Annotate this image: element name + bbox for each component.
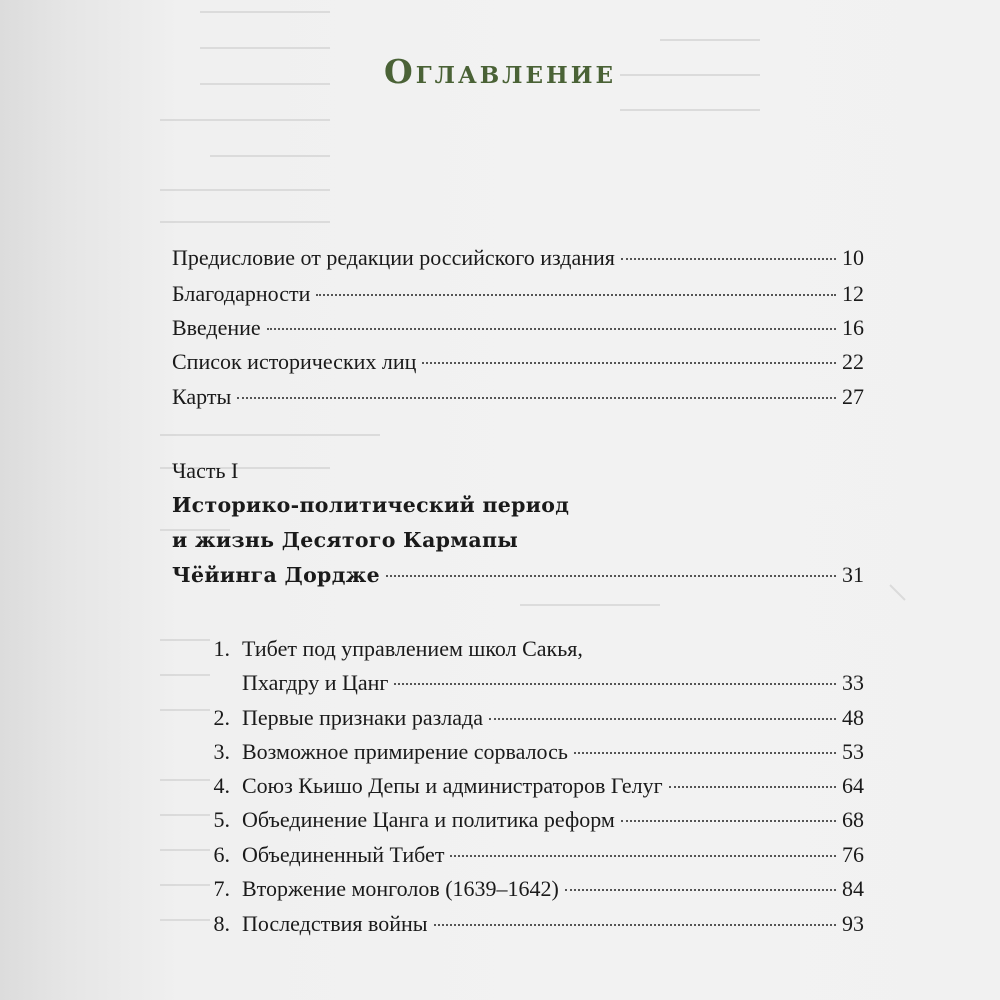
toc-entry-title: Список исторических лиц bbox=[172, 349, 417, 374]
dot-leader bbox=[450, 855, 836, 857]
toc-entry-page: 10 bbox=[842, 245, 864, 270]
dot-leader bbox=[237, 397, 836, 399]
dot-leader bbox=[574, 752, 836, 754]
dot-leader bbox=[394, 683, 836, 685]
toc-entry-introduction[interactable] bbox=[172, 313, 864, 343]
toc-entry-title: Введение bbox=[172, 315, 261, 340]
toc-entry-page: 64 bbox=[842, 773, 864, 798]
toc-entry-page: 68 bbox=[842, 807, 864, 832]
toc-entry-title: Благодарности bbox=[172, 281, 311, 306]
chapter-title: Возможное примирение сорвалось bbox=[242, 739, 568, 764]
chapter-number: 7. bbox=[213, 876, 230, 901]
part-title-line: Чёйинга Дордже bbox=[172, 563, 380, 587]
toc-entry-chapter-2[interactable] bbox=[242, 703, 864, 733]
toc-entry-page: 27 bbox=[842, 384, 864, 409]
toc-entry-page: 93 bbox=[842, 911, 864, 936]
toc-entry-chapter-7[interactable] bbox=[242, 874, 864, 904]
chapter-number: 3. bbox=[213, 739, 230, 764]
chapter-title: Объединенный Тибет bbox=[242, 842, 445, 867]
toc-entry-chapter-1[interactable] bbox=[242, 668, 864, 698]
chapter-title: Вторжение монголов (1639–1642) bbox=[242, 876, 559, 901]
dot-leader bbox=[621, 820, 836, 822]
chapter-number: 4. bbox=[213, 773, 230, 798]
chapter-title: Объединение Цанга и политика реформ bbox=[242, 807, 615, 832]
toc-entry-page: 53 bbox=[842, 739, 864, 764]
toc-entry-title: Предисловие от редакции российского издания bbox=[172, 245, 615, 270]
dot-leader bbox=[267, 328, 836, 330]
toc-entry-chapter-5[interactable] bbox=[242, 805, 864, 835]
dot-leader bbox=[434, 924, 836, 926]
part-title-line: Историко-политический период bbox=[172, 493, 570, 517]
dot-leader bbox=[316, 294, 836, 296]
toc-entry-maps[interactable] bbox=[172, 382, 864, 412]
chapter-number: 8. bbox=[213, 911, 230, 936]
part-title-line: и жизнь Десятого Кармапы bbox=[172, 528, 519, 552]
chapter-title-line: Пхагдру и Цанг bbox=[242, 670, 389, 695]
chapter-title: Последствия войны bbox=[242, 911, 428, 936]
toc-entry-acknowledgements[interactable] bbox=[172, 279, 864, 309]
toc-entry-preface[interactable] bbox=[172, 243, 864, 273]
dot-leader bbox=[422, 362, 836, 364]
toc-entry-historical-persons[interactable] bbox=[172, 347, 864, 377]
dot-leader bbox=[669, 786, 836, 788]
chapter-number: 1. bbox=[213, 636, 230, 661]
chapter-title-line: Тибет под управлением школ Сакья, bbox=[242, 636, 583, 661]
chapter-number: 5. bbox=[213, 807, 230, 832]
chapter-number: 2. bbox=[213, 705, 230, 730]
toc-entry-page: 16 bbox=[842, 315, 864, 340]
toc-entry-page: 33 bbox=[842, 670, 864, 695]
toc-entry-page: 31 bbox=[842, 562, 864, 587]
toc-entry-chapter-6[interactable] bbox=[242, 840, 864, 870]
toc-entry-page: 76 bbox=[842, 842, 864, 867]
dot-leader bbox=[489, 718, 836, 720]
part-label: Часть I bbox=[172, 458, 239, 483]
chapter-title: Союз Кьишо Депы и администраторов Гелуг bbox=[242, 773, 663, 798]
chapter-number: 6. bbox=[213, 842, 230, 867]
dot-leader bbox=[565, 889, 836, 891]
toc-entry-chapter-3[interactable] bbox=[242, 737, 864, 767]
dot-leader bbox=[621, 258, 836, 260]
dot-leader bbox=[386, 575, 836, 577]
toc-entry-page: 48 bbox=[842, 705, 864, 730]
toc-entry-page: 12 bbox=[842, 281, 864, 306]
toc-entry-page: 22 bbox=[842, 349, 864, 374]
toc-entry-chapter-4[interactable] bbox=[242, 771, 864, 801]
toc-entry-part-1[interactable] bbox=[172, 560, 864, 590]
toc-entry-title: Карты bbox=[172, 384, 232, 409]
chapter-title: Первые признаки разлада bbox=[242, 705, 483, 730]
toc-entry-page: 84 bbox=[842, 876, 864, 901]
toc-entry-chapter-8[interactable] bbox=[242, 909, 864, 939]
toc-heading: Оглавление bbox=[384, 52, 616, 91]
